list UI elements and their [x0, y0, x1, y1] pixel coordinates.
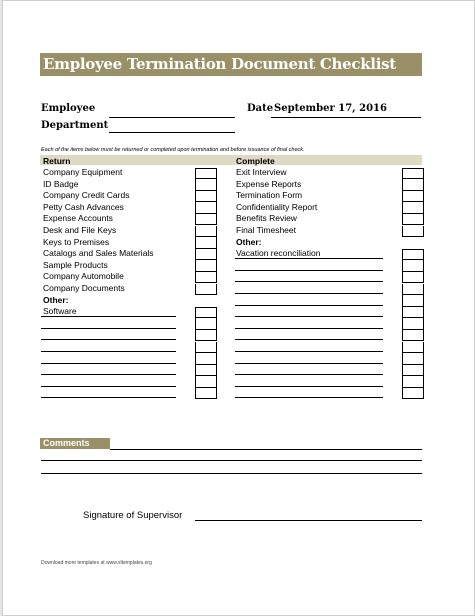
complete-other-line[interactable] — [235, 305, 383, 306]
date-label: Date — [247, 103, 274, 114]
return-item: Company Automobile — [43, 271, 124, 282]
section-header-band — [40, 155, 422, 165]
return-checkbox[interactable] — [195, 353, 217, 365]
return-checkbox[interactable] — [195, 272, 217, 284]
return-checkbox[interactable] — [195, 365, 217, 377]
comments-line-1[interactable] — [110, 449, 422, 450]
return-item: Expense Accounts — [43, 213, 113, 224]
return-item: Company Documents — [43, 283, 125, 293]
complete-checkbox[interactable] — [402, 179, 424, 191]
complete-other-line[interactable] — [235, 316, 383, 317]
return-checkbox[interactable] — [195, 342, 217, 354]
complete-item: Expense Reports — [236, 178, 302, 189]
complete-checkbox[interactable] — [402, 365, 424, 377]
return-other-line[interactable] — [41, 339, 176, 340]
return-item: Keys to Premises — [43, 236, 110, 247]
return-checkbox[interactable] — [195, 179, 217, 191]
complete-checkbox[interactable] — [402, 214, 424, 226]
complete-other-line[interactable] — [235, 293, 383, 294]
title-bar — [40, 53, 422, 76]
return-checkbox[interactable] — [195, 307, 217, 319]
complete-checkbox[interactable] — [402, 342, 424, 354]
complete-checkbox[interactable] — [402, 318, 424, 330]
return-item: Catalogs and Sales Materials — [43, 248, 154, 259]
return-checkbox[interactable] — [195, 237, 217, 249]
complete-checkbox[interactable] — [402, 202, 424, 214]
return-checkbox[interactable] — [195, 388, 217, 400]
complete-checkbox[interactable] — [402, 330, 424, 342]
complete-checkbox[interactable] — [402, 272, 424, 284]
complete-other-line[interactable] — [235, 281, 383, 282]
complete-other-line[interactable] — [235, 270, 383, 271]
complete-other-item: Vacation reconciliation — [236, 248, 321, 259]
complete-item: Benefits Review — [236, 213, 297, 224]
return-other-line[interactable] — [41, 328, 176, 329]
comments-label: Comments — [43, 438, 90, 448]
return-other-label: Other: — [43, 294, 69, 305]
signature-line[interactable] — [195, 520, 422, 521]
complete-other-label: Other: — [236, 236, 262, 247]
return-other-line[interactable] — [41, 386, 176, 387]
return-checkbox[interactable] — [195, 191, 217, 203]
return-checkbox[interactable] — [195, 226, 217, 238]
return-other-item: Software — [43, 306, 77, 317]
comments-band — [40, 438, 110, 449]
date-value: September 17, 2016 — [274, 103, 387, 114]
return-checkbox[interactable] — [195, 202, 217, 214]
return-item: ID Badge — [43, 178, 79, 189]
employee-field[interactable] — [109, 117, 235, 118]
complete-item: Final Timesheet — [236, 225, 296, 235]
return-checkbox[interactable] — [195, 330, 217, 342]
return-item: Desk and File Keys — [43, 225, 117, 235]
return-checkbox[interactable] — [195, 376, 217, 388]
checklist-page — [2, 0, 475, 616]
complete-checkbox[interactable] — [402, 260, 424, 272]
return-other-line[interactable] — [41, 316, 176, 317]
complete-checkbox[interactable] — [402, 284, 424, 296]
complete-other-line[interactable] — [235, 363, 383, 364]
department-label: Department — [41, 120, 109, 131]
complete-checkbox[interactable] — [402, 307, 424, 319]
return-item: Petty Cash Advances — [43, 201, 124, 212]
return-checkbox[interactable] — [195, 318, 217, 330]
date-field[interactable] — [271, 117, 421, 118]
complete-item: Termination Form — [236, 190, 303, 201]
complete-header: Complete — [236, 156, 275, 166]
return-checkbox[interactable] — [195, 284, 217, 296]
return-checkbox[interactable] — [195, 168, 217, 180]
complete-item: Confidentiality Report — [236, 201, 318, 212]
complete-other-line[interactable] — [235, 397, 383, 398]
return-item: Company Credit Cards — [43, 190, 130, 201]
complete-checkbox[interactable] — [402, 353, 424, 365]
return-header: Return — [43, 156, 71, 166]
complete-other-line[interactable] — [235, 258, 383, 259]
return-item: Company Equipment — [43, 167, 123, 177]
comments-line-2[interactable] — [41, 460, 422, 461]
return-other-line[interactable] — [41, 351, 176, 352]
return-checkbox[interactable] — [195, 214, 217, 226]
complete-checkbox[interactable] — [402, 295, 424, 307]
complete-other-line[interactable] — [235, 339, 383, 340]
return-other-line[interactable] — [41, 374, 176, 375]
employee-label: Employee — [41, 103, 96, 114]
footer-note: Download more templates at www.xltemplates.org — [41, 560, 152, 566]
return-item: Sample Products — [43, 259, 108, 270]
document-title: Employee Termination Document Checklist — [43, 55, 396, 73]
signature-label: Signature of Supervisor — [83, 510, 183, 521]
department-field[interactable] — [109, 132, 235, 133]
complete-checkbox[interactable] — [402, 226, 424, 238]
complete-other-line[interactable] — [235, 351, 383, 352]
return-other-line[interactable] — [41, 363, 176, 364]
complete-item: Exit Interview — [236, 167, 287, 177]
complete-other-line[interactable] — [235, 374, 383, 375]
return-checkbox[interactable] — [195, 260, 217, 272]
complete-checkbox[interactable] — [402, 168, 424, 180]
complete-other-line[interactable] — [235, 386, 383, 387]
complete-checkbox[interactable] — [402, 376, 424, 388]
return-checkbox[interactable] — [195, 249, 217, 261]
complete-checkbox[interactable] — [402, 191, 424, 203]
return-other-line[interactable] — [41, 397, 176, 398]
instruction-note: Each of the items below must be returned or completed upon termination and before issuance of final check. — [41, 147, 305, 153]
complete-checkbox[interactable] — [402, 249, 424, 261]
comments-line-3[interactable] — [41, 473, 422, 474]
complete-checkbox[interactable] — [402, 388, 424, 400]
complete-other-line[interactable] — [235, 328, 383, 329]
